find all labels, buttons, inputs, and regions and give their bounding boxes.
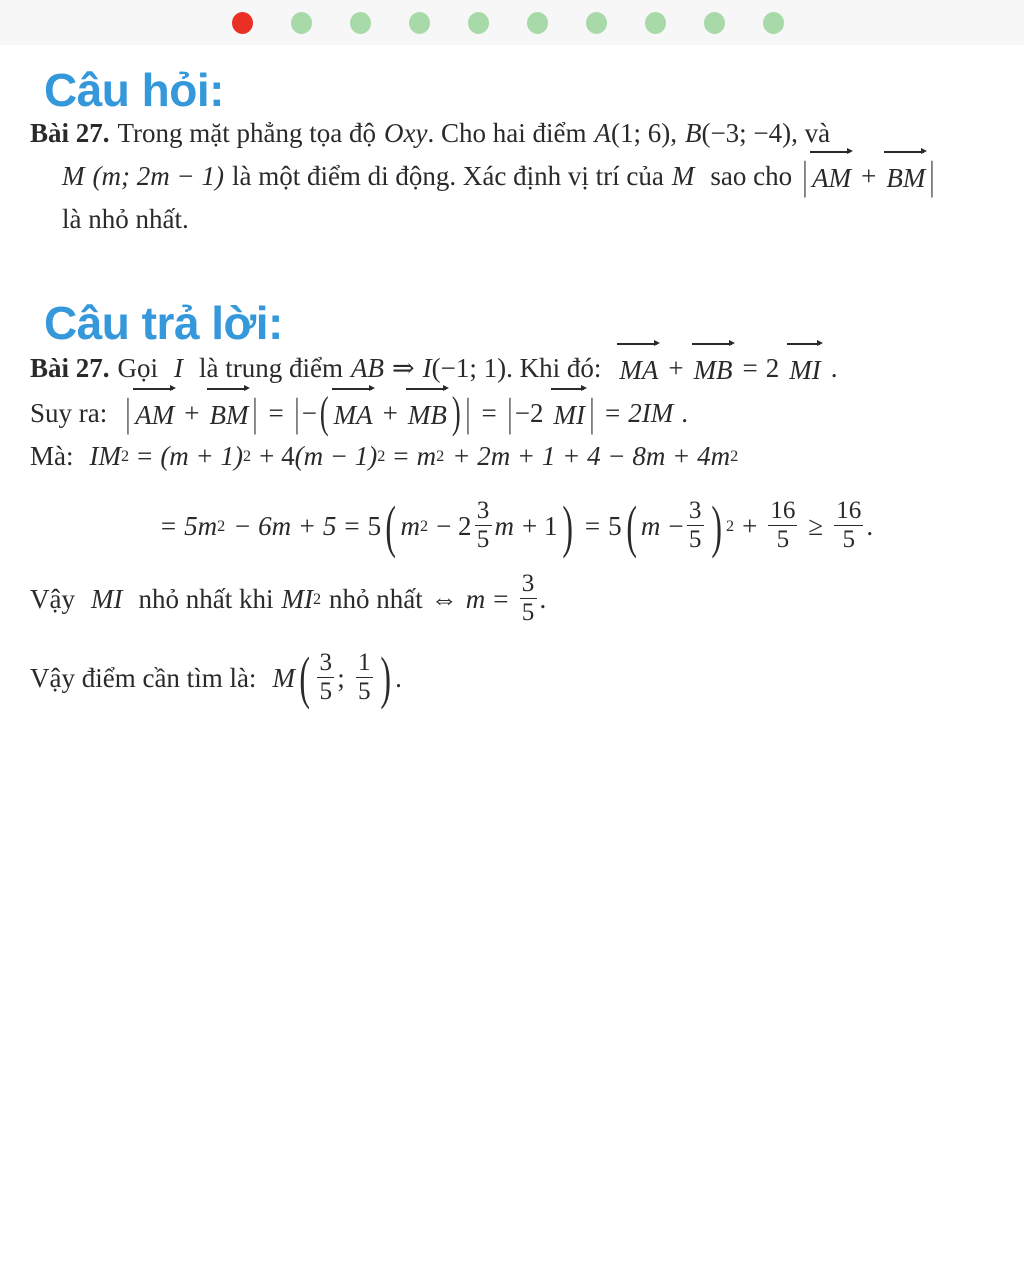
equals-sign-3: =: [481, 398, 497, 429]
answer-line-3: [30, 436, 1004, 477]
vector-bm-2: BM: [207, 395, 250, 436]
equals-sign-8: =: [344, 511, 360, 542]
question-text-f: là nhỏ nhất.: [62, 204, 189, 235]
progress-dot[interactable]: [291, 12, 312, 34]
term-m-minus-1: (m − 1): [294, 441, 378, 472]
plus-sign-1: +: [668, 353, 684, 384]
answer-text-min-2: nhỏ nhất: [329, 584, 423, 615]
vector-mi-2: MI: [551, 395, 586, 436]
semicolon: ;: [337, 662, 345, 693]
coefficient-two: 2: [765, 353, 780, 384]
answer-ma: Mà:: [30, 441, 74, 472]
point-b-coords: (−3; −4): [701, 118, 792, 148]
fraction-numerator: 1: [358, 649, 371, 676]
progress-dot[interactable]: [409, 12, 430, 34]
progress-dot[interactable]: [645, 12, 666, 34]
question-text-c: , và: [791, 118, 831, 148]
vector-am: AM: [810, 158, 853, 199]
expand-rest: + 2m + 1 + 4 − 8m + 4m: [452, 441, 731, 472]
term-m-plus-1: (m + 1): [160, 441, 244, 472]
answer-conclusion-text: Vậy điểm cần tìm là:: [30, 662, 257, 693]
paren-close-2: ): [561, 493, 573, 559]
question-line-3: [30, 199, 1004, 240]
result-point-m: M: [272, 662, 295, 693]
period-3: .: [866, 511, 874, 542]
question-text-a: Trong mặt phẳng tọa độ: [117, 118, 377, 148]
question-comma: ,: [670, 118, 677, 148]
iff-sign: ⇔: [430, 584, 458, 615]
fraction-denominator: 5: [476, 526, 490, 554]
mi-squared-symbol: MI: [281, 584, 313, 615]
question-line-2: [30, 154, 1004, 199]
term-1-exponent: 2: [243, 447, 252, 466]
vector-ma-2: MA: [332, 395, 375, 436]
inner-m: m: [400, 511, 420, 542]
point-b-symbol: B: [684, 118, 702, 148]
vertex-minus: −: [668, 511, 684, 542]
question-label: Bài 27.: [30, 118, 110, 148]
vector-mi: MI: [787, 350, 822, 391]
answer-line-4: [30, 493, 1004, 559]
question-body: [30, 113, 1004, 240]
point-m2-symbol: M: [671, 161, 695, 192]
answer-line-5: [30, 572, 1004, 627]
inner-minus-two: − 2: [436, 511, 472, 542]
vector-mb: MB: [692, 350, 735, 391]
segment-ab: AB: [350, 353, 384, 384]
minus-sign-1: −: [301, 398, 317, 429]
vector-am-2: AM: [133, 395, 176, 436]
point-i-symbol: I: [174, 353, 184, 384]
fraction-denominator: 5: [319, 678, 333, 706]
vector-mb-2: MB: [406, 395, 449, 436]
im-exponent: 2: [120, 447, 130, 466]
plus-sign-3: +: [382, 398, 398, 429]
length-2im: 2IM: [628, 398, 674, 429]
answer-vay-1: Vậy: [30, 584, 75, 615]
point-i-symbol-2: I: [422, 353, 432, 384]
answer-line-2: [30, 388, 1004, 438]
period-1: .: [830, 353, 838, 384]
mi-symbol: MI: [90, 584, 123, 615]
answer-text-min-1: nhỏ nhất khi: [138, 584, 274, 615]
im-symbol: IM: [89, 441, 121, 472]
paren-close-1: ): [451, 388, 461, 438]
inner-m-2: m: [494, 511, 515, 542]
equals-sign-6: =: [393, 441, 409, 472]
fraction-denominator: 5: [521, 599, 535, 627]
plus-sign-4: +: [742, 511, 758, 542]
plus-sign: +: [861, 161, 877, 192]
fraction-numerator: 16: [770, 497, 796, 525]
paren-close-4: ): [380, 645, 391, 711]
abs-bar-3-close: |: [466, 390, 471, 436]
result-fraction-x: [317, 650, 334, 705]
inner-plus-one: + 1: [522, 511, 558, 542]
abs-bar-2-close: |: [253, 390, 258, 436]
oxy-symbol: Oxy: [384, 118, 428, 148]
plus-sign-2: +: [184, 398, 200, 429]
fraction-denominator: 5: [842, 526, 856, 554]
paren-close-3: ): [711, 493, 722, 559]
fraction-numerator: 3: [521, 570, 535, 598]
vector-bm: BM: [884, 158, 927, 199]
progress-dot[interactable]: [704, 12, 725, 34]
abs-bar-open: |: [802, 153, 808, 199]
fraction-numerator: 3: [688, 497, 702, 525]
question-text-b: . Cho hai điểm: [427, 118, 587, 148]
quad-5m-exponent: 2: [217, 517, 226, 536]
progress-dot[interactable]: [586, 12, 607, 34]
point-i-coords: (−1; 1): [431, 353, 507, 384]
period-2: .: [681, 398, 688, 429]
progress-dot[interactable]: [527, 12, 548, 34]
question-text-e: sao cho: [710, 161, 793, 192]
answer-line-6: [30, 645, 1004, 711]
fraction-denominator: 5: [776, 526, 790, 554]
abs-bar-2-open: |: [126, 390, 131, 436]
equals-sign-2: =: [268, 398, 284, 429]
point-m-symbol: M: [62, 161, 85, 192]
answer-heading: Câu trả lời:: [44, 297, 283, 350]
fraction-sixteen-fifths-2: [834, 498, 863, 553]
paren-open-4: (: [299, 645, 310, 711]
expand-m: m: [416, 441, 437, 472]
variable-m: m: [465, 584, 486, 615]
abs-bar-4-open: |: [507, 390, 512, 436]
progress-dot-active[interactable]: [232, 12, 253, 34]
paren-open-3: (: [625, 493, 637, 559]
progress-dot[interactable]: [468, 12, 489, 34]
period-4: .: [539, 584, 547, 615]
implies-arrow: ⇒: [391, 353, 415, 384]
progress-dot[interactable]: [350, 12, 371, 34]
equals-sign-1: =: [742, 353, 758, 384]
answer-body: [30, 346, 1004, 711]
paren-open-1: (: [319, 388, 329, 438]
factor-five-2: 5: [608, 511, 622, 542]
answer-text-trungdiem: là trung điểm: [199, 353, 343, 384]
abs-bar-4-close: |: [589, 390, 595, 436]
point-a-symbol: A: [594, 118, 611, 148]
inner-m-exponent: 2: [419, 517, 429, 536]
vertex-exponent: 2: [725, 517, 735, 536]
result-fraction-y: [356, 650, 373, 705]
fraction-numerator: 3: [476, 497, 490, 525]
point-a-coords: (1; 6): [610, 118, 671, 148]
vertex-m: m: [640, 511, 661, 542]
equals-sign-9: =: [584, 511, 601, 542]
period-5: .: [395, 662, 402, 693]
quad-5m: 5m: [184, 511, 218, 542]
equals-sign-4: =: [604, 398, 621, 429]
paren-open-2: (: [385, 493, 397, 559]
question-heading: Câu hỏi:: [44, 64, 224, 116]
fraction-denominator: 5: [688, 526, 702, 554]
quad-rest: − 6m + 5: [233, 511, 337, 542]
abs-bar-close: |: [930, 153, 935, 199]
fraction-numerator: 16: [836, 497, 862, 525]
fraction-three-fifths-3: [520, 571, 537, 626]
answer-label: Bài 27.: [30, 353, 110, 384]
answer-suyra: Suy ra:: [30, 398, 108, 429]
fraction-three-fifths-2: [687, 498, 704, 553]
question-line-1: [30, 113, 1004, 154]
expand-rest-exponent: 2: [730, 447, 739, 466]
fraction-three-fifths-1: [475, 498, 492, 553]
point-m-coords: (m; 2m − 1): [92, 161, 224, 192]
minus-two: −2: [514, 398, 544, 429]
fraction-numerator: 3: [319, 649, 333, 676]
geq-sign: ≥: [808, 511, 824, 542]
answer-goi: Gọi: [117, 353, 159, 384]
answer-khido: . Khi đó:: [506, 353, 602, 384]
fraction-denominator: 5: [358, 678, 371, 706]
factor-five-1: 5: [367, 511, 382, 542]
fraction-sixteen-fifths-1: [768, 498, 797, 553]
equals-sign-10: =: [493, 584, 509, 615]
equals-sign-7: =: [160, 511, 177, 542]
plus-four: + 4: [259, 441, 295, 472]
progress-dot[interactable]: [763, 12, 784, 34]
vector-ma: MA: [617, 350, 660, 391]
expand-m-exponent: 2: [436, 447, 445, 466]
equals-sign-5: =: [137, 441, 153, 472]
lesson-progress-dots[interactable]: [0, 0, 1024, 45]
mi-squared-exponent: 2: [312, 590, 322, 609]
abs-bar-3-open: |: [294, 390, 299, 436]
question-text-d: là một điểm di động. Xác định vị trí của: [231, 161, 664, 192]
term-2-exponent: 2: [377, 447, 386, 466]
